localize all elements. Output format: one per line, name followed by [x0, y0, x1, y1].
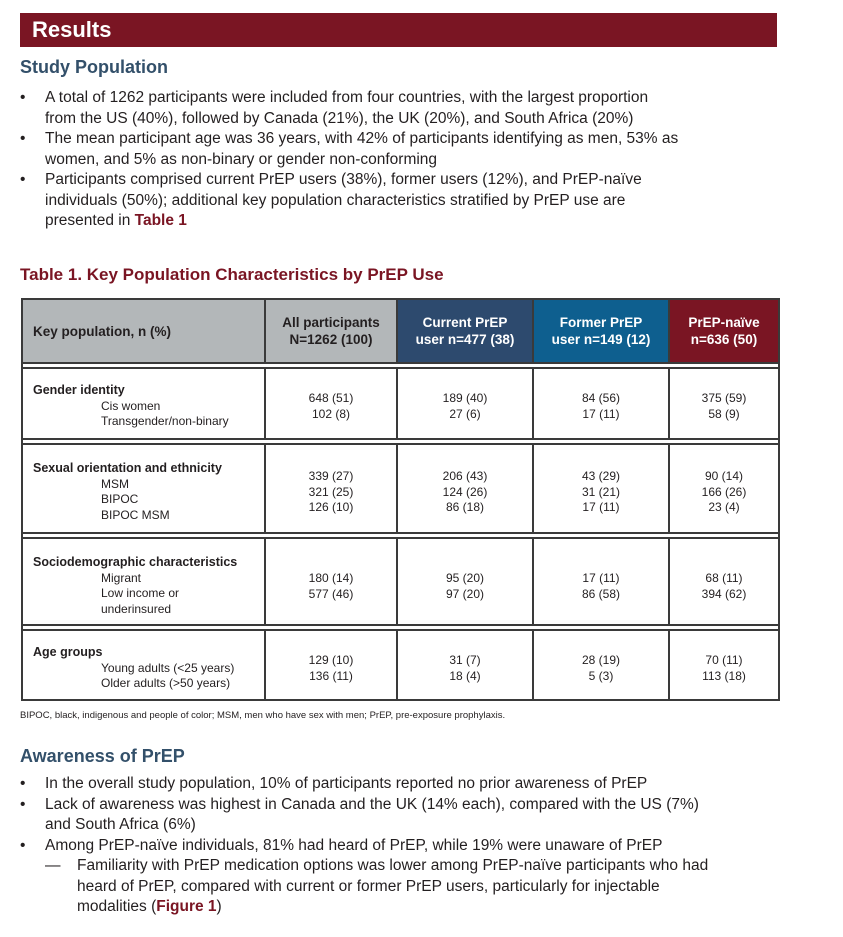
list-item: • Among PrEP-naïve individuals, 81% had heard of PrEP, while 19% were unaware of PrEP: [20, 836, 820, 857]
list-item: • Participants comprised current PrEP users (38%), former users (12%), and PrEP-naïve individuals (50%); additional key population characteristics stratified by PrEP use are presented in Table 1: [20, 170, 780, 232]
cell-current: 95 (20) 97 (20): [397, 538, 533, 625]
cell-all: 339 (27) 321 (25) 126 (10): [265, 444, 397, 533]
table-footnote: BIPOC, black, indigenous and people of color; MSM, men who have sex with men; PrEP, pre-exposure prophylaxis.: [20, 710, 506, 721]
cell-former: 43 (29) 31 (21) 17 (11): [533, 444, 669, 533]
list-item: • A total of 1262 participants were included from four countries, with the largest proportion from the US (40%), followed by Canada (21%), the UK (20%), and South Africa (20%): [20, 88, 780, 129]
table-row: [22, 444, 779, 533]
list-item: • The mean participant age was 36 years, with 42% of participants identifying as men, 53% as women, and 5% as non-binary or gender non-conforming: [20, 129, 780, 170]
group-label: Sexual orientation and ethnicity MSM BIPOC BIPOC MSM: [22, 444, 265, 533]
table-row: [22, 538, 779, 625]
header-prep-naive: PrEP-naïve n=636 (50): [669, 299, 779, 363]
cell-all: 180 (14) 577 (46): [265, 538, 397, 625]
list-item: • Lack of awareness was highest in Canada and the UK (14% each), compared with the US (7%) and South Africa (6%): [20, 795, 820, 836]
study-population-list: [20, 88, 780, 232]
cell-former: 84 (56) 17 (11): [533, 368, 669, 439]
group-label: Gender identity Cis women Transgender/non-binary: [22, 368, 265, 439]
header-current-prep: Current PrEP user n=477 (38): [397, 299, 533, 363]
table-row: [22, 368, 779, 439]
sub-list-item: — Familiarity with PrEP medication options was lower among PrEP-naïve participants who had heard of PrEP, compared with current or former PrEP users, particularly for injectable modalities (Figure 1): [20, 856, 820, 918]
group-label: Age groups Young adults (<25 years) Older adults (>50 years): [22, 630, 265, 700]
population-table: [21, 298, 780, 701]
cell-former: 28 (19) 5 (3): [533, 630, 669, 700]
cell-former: 17 (11) 86 (58): [533, 538, 669, 625]
figure-1-reference[interactable]: Figure 1: [156, 898, 217, 915]
list-item: • In the overall study population, 10% of participants reported no prior awareness of PrEP: [20, 774, 820, 795]
cell-current: 206 (43) 124 (26) 86 (18): [397, 444, 533, 533]
cell-all: 648 (51) 102 (8): [265, 368, 397, 439]
cell-naive: 375 (59) 58 (9): [669, 368, 779, 439]
header-key-population: Key population, n (%): [22, 299, 265, 363]
cell-naive: 90 (14) 166 (26) 23 (4): [669, 444, 779, 533]
table-1-reference[interactable]: Table 1: [134, 212, 187, 229]
table-title: Table 1. Key Population Characteristics by PrEP Use: [20, 265, 444, 284]
header-all-participants: All participants N=1262 (100): [265, 299, 397, 363]
awareness-heading: Awareness of PrEP: [20, 746, 185, 766]
cell-current: 189 (40) 27 (6): [397, 368, 533, 439]
cell-all: 129 (10) 136 (11): [265, 630, 397, 700]
group-label: Sociodemographic characteristics Migrant Low income or underinsured: [22, 538, 265, 625]
awareness-list: [20, 774, 820, 918]
cell-current: 31 (7) 18 (4): [397, 630, 533, 700]
header-former-prep: Former PrEP user n=149 (12): [533, 299, 669, 363]
cell-naive: 68 (11) 394 (62): [669, 538, 779, 625]
results-header: Results: [20, 13, 777, 47]
table-row: [22, 630, 779, 700]
study-population-heading: Study Population: [20, 57, 168, 77]
cell-naive: 70 (11) 113 (18): [669, 630, 779, 700]
